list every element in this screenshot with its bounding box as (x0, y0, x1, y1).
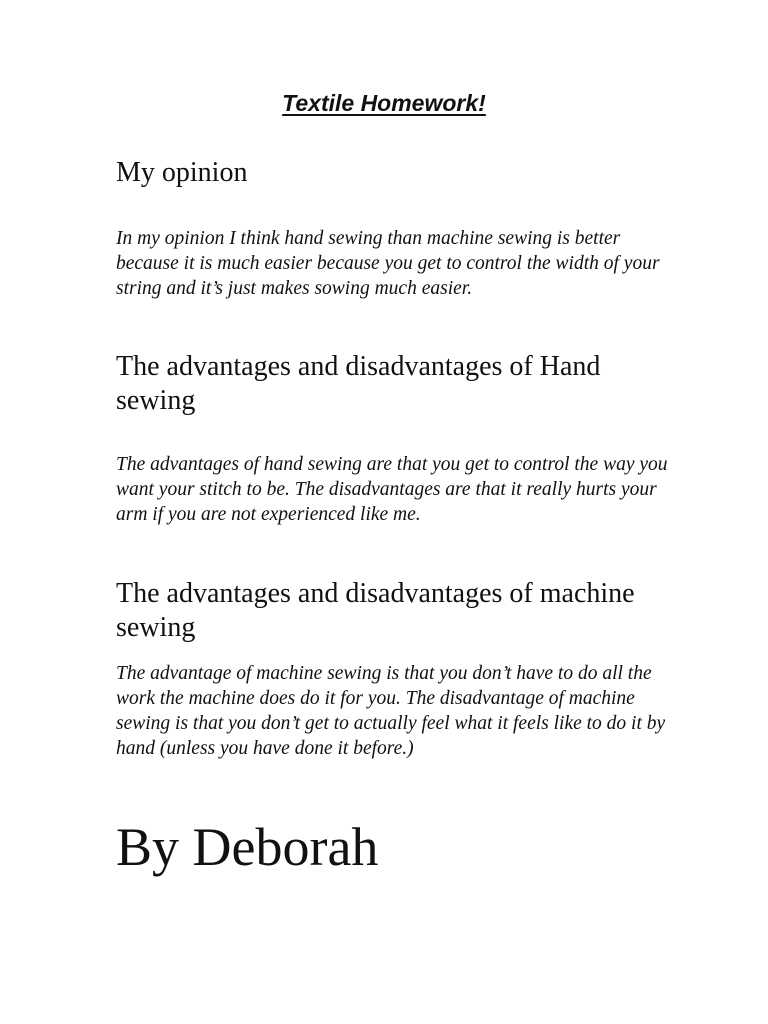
section-body-machine-sewing: The advantage of machine sewing is that you don’t have to do all the work the machine does do it for you. The disadvantage of machine sewing is that you don’t get to actually feel what it feels like to do it by hand (unless you have done it before.) (116, 663, 666, 759)
section-heading-my-opinion: My opinion (116, 157, 248, 188)
section-heading-hand-sewing: The advantages and disadvantages of Hand sewing (116, 351, 601, 416)
author-signature: By Deborah (116, 817, 379, 877)
section-body-my-opinion: In my opinion I think hand sewing than machine sewing is better because it is much easier because you get to control the width of your string and it’s just makes sowing much easier. (116, 228, 660, 299)
document-title: Textile Homework! (282, 90, 486, 116)
section-body-hand-sewing: The advantages of hand sewing are that you get to control the way you want your stitch to be. The disadvantages are that it really hurts your arm if you are not experienced like me. (116, 454, 668, 525)
section-heading-machine-sewing: The advantages and disadvantages of machine sewing (116, 578, 635, 643)
